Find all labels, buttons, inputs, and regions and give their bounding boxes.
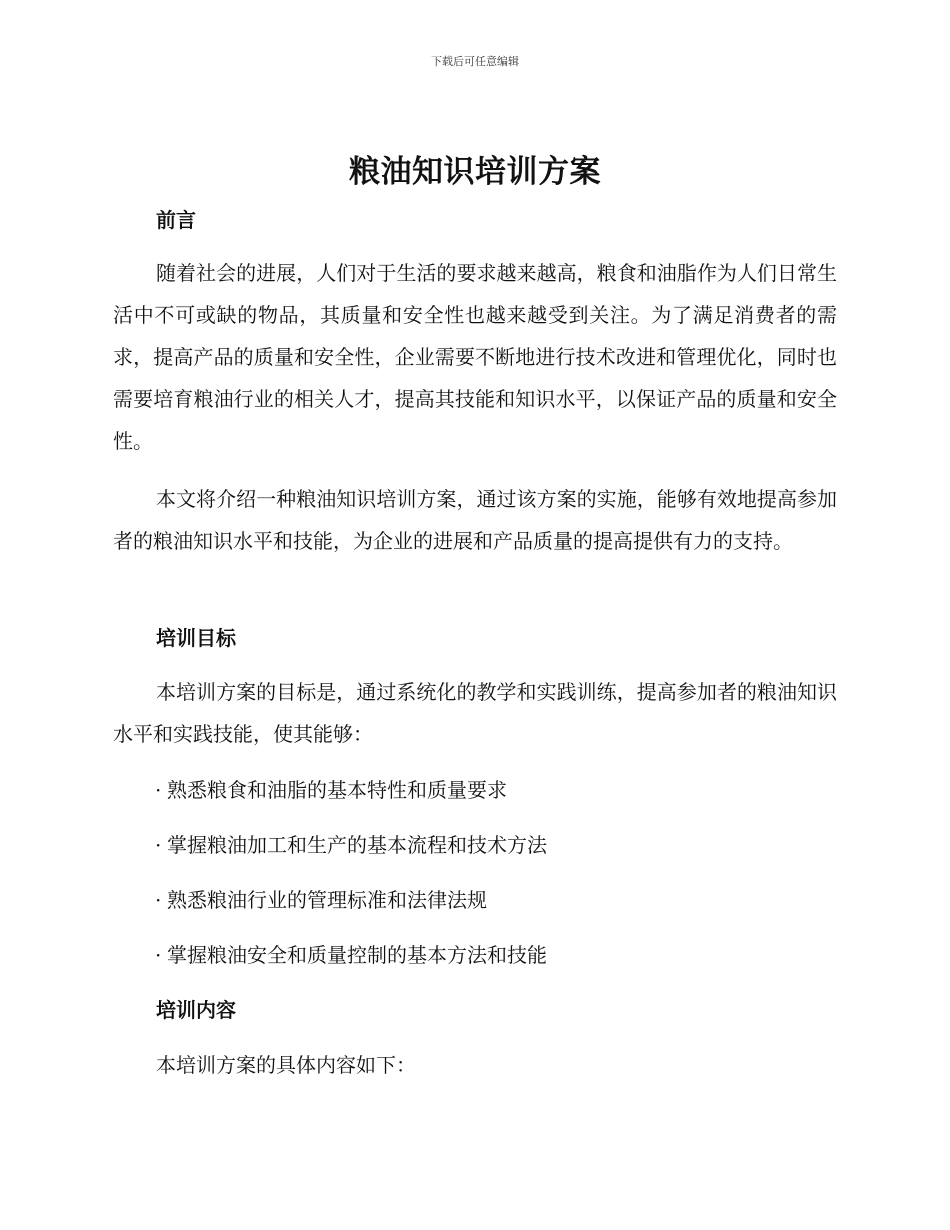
goal-bullet-item [155,831,547,859]
goal-bullet-item [155,886,487,914]
goal-bullet-item [155,941,547,969]
goal-bullet-text: 熟悉粮油行业的管理标准和法律法规 [167,888,487,912]
section-heading-goals: 培训目标 [156,626,236,650]
goals-paragraph: 本培训方案的目标是，通过系统化的教学和实践训练，提高参加者的粮油知识水平和实践技能，使其能够： [113,680,837,746]
goal-bullet-text: 熟悉粮食和油脂的基本特性和质量要求 [167,778,507,802]
preface-paragraph-2: 本文将介绍一种粮油知识培训方案，通过该方案的实施，能够有效地提高参加者的粮油知识水平和技能，为企业的进展和产品质量的提高提供有力的支持。 [113,487,837,553]
section-heading-content: 培训内容 [156,998,236,1022]
goal-bullet-item [155,776,507,804]
bullet-dot-icon: · [155,778,162,802]
page-header-note: 下载后可任意编辑 [431,55,519,68]
bullet-dot-icon: · [155,943,162,967]
document-title: 粮油知识培训方案 [349,154,601,190]
goal-bullet-text: 掌握粮油安全和质量控制的基本方法和技能 [167,943,547,967]
goal-bullet-text: 掌握粮油加工和生产的基本流程和技术方法 [167,833,547,857]
bullet-dot-icon: · [155,833,162,857]
content-intro: 本培训方案的具体内容如下： [156,1053,416,1077]
section-heading-preface: 前言 [156,208,196,232]
preface-paragraph-1: 随着社会的进展，人们对于生活的要求越来越高，粮食和油脂作为人们日常生活中不可或缺的物品，其质量和安全性也越来越受到关注。为了满足消费者的需求，提高产品的质量和安全性，企业需要不断地进行技术改进和管理优化，同时也需要培育粮油行业的相关人才，提高其技能和知识水平，以保证产品的质量和安全性。 [113,261,837,453]
bullet-dot-icon: · [155,888,162,912]
